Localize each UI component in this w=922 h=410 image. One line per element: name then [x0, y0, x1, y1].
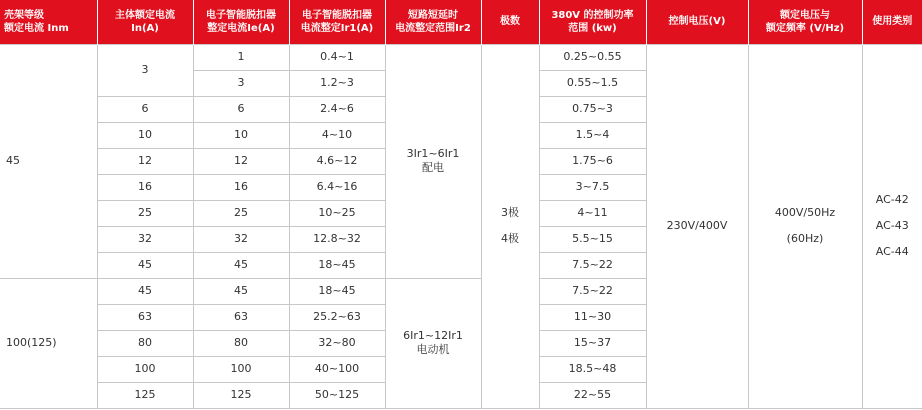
trip-setting-cell: 100	[193, 356, 289, 382]
category-cell: AC-42 AC-43 AC-44	[862, 44, 922, 408]
header-power: 380V 的控制功率 范围 (kw)	[539, 0, 646, 44]
main-current-cell: 25	[97, 200, 193, 226]
power-cell: 3~7.5	[539, 174, 646, 200]
trip-current-cell: 18~45	[289, 252, 385, 278]
trip-current-cell: 25.2~63	[289, 304, 385, 330]
header-short-delay: 短路短延时 电流整定范围Ir2	[385, 0, 481, 44]
trip-current-cell: 10~25	[289, 200, 385, 226]
trip-setting-cell: 63	[193, 304, 289, 330]
main-current-cell: 45	[97, 278, 193, 304]
header-trip-current: 电子智能脱扣器 电流整定Ir1(A)	[289, 0, 385, 44]
main-current-cell: 63	[97, 304, 193, 330]
trip-current-cell: 18~45	[289, 278, 385, 304]
main-current-cell: 10	[97, 122, 193, 148]
header-row	[0, 0, 922, 44]
power-cell: 1.75~6	[539, 148, 646, 174]
header-main-current: 主体额定电流 In(A)	[97, 0, 193, 44]
power-cell: 18.5~48	[539, 356, 646, 382]
main-current-cell: 6	[97, 96, 193, 122]
power-cell: 0.55~1.5	[539, 70, 646, 96]
trip-setting-cell: 32	[193, 226, 289, 252]
header-rated-voltage: 额定电压与 额定频率 (V/Hz)	[748, 0, 862, 44]
main-current-cell: 3	[97, 44, 193, 96]
poles-cell: 3极 4极	[481, 44, 539, 408]
trip-setting-cell: 45	[193, 278, 289, 304]
trip-setting-cell: 25	[193, 200, 289, 226]
main-current-cell: 125	[97, 382, 193, 408]
trip-current-cell: 1.2~3	[289, 70, 385, 96]
header-poles: 极数	[481, 0, 539, 44]
trip-setting-cell: 16	[193, 174, 289, 200]
header-control-voltage: 控制电压(V)	[646, 0, 748, 44]
frame-cell: 45	[0, 44, 97, 278]
trip-current-cell: 4~10	[289, 122, 385, 148]
main-current-cell: 45	[97, 252, 193, 278]
trip-current-cell: 12.8~32	[289, 226, 385, 252]
trip-current-cell: 0.4~1	[289, 44, 385, 70]
trip-setting-cell: 80	[193, 330, 289, 356]
trip-current-cell: 40~100	[289, 356, 385, 382]
trip-setting-cell: 12	[193, 148, 289, 174]
trip-setting-cell: 6	[193, 96, 289, 122]
trip-setting-cell: 45	[193, 252, 289, 278]
power-cell: 4~11	[539, 200, 646, 226]
power-cell: 0.75~3	[539, 96, 646, 122]
trip-setting-cell: 3	[193, 70, 289, 96]
control-voltage-cell: 230V/400V	[646, 44, 748, 408]
trip-setting-cell: 125	[193, 382, 289, 408]
frame-cell: 100(125)	[0, 278, 97, 408]
rated-voltage-cell: 400V/50Hz (60Hz)	[748, 44, 862, 408]
header-category: 使用类别	[862, 0, 922, 44]
table-row	[0, 44, 922, 70]
power-cell: 5.5~15	[539, 226, 646, 252]
trip-setting-cell: 10	[193, 122, 289, 148]
header-trip-setting: 电子智能脱扣器 整定电流Ie(A)	[193, 0, 289, 44]
trip-current-cell: 4.6~12	[289, 148, 385, 174]
power-cell: 7.5~22	[539, 278, 646, 304]
trip-current-cell: 32~80	[289, 330, 385, 356]
trip-current-cell: 6.4~16	[289, 174, 385, 200]
power-cell: 11~30	[539, 304, 646, 330]
main-current-cell: 80	[97, 330, 193, 356]
main-current-cell: 12	[97, 148, 193, 174]
main-current-cell: 100	[97, 356, 193, 382]
power-cell: 7.5~22	[539, 252, 646, 278]
trip-current-cell: 50~125	[289, 382, 385, 408]
trip-setting-cell: 1	[193, 44, 289, 70]
short-delay-cell: 6Ir1~12Ir1 电动机	[385, 278, 481, 408]
short-delay-cell: 3Ir1~6Ir1 配电	[385, 44, 481, 278]
power-cell: 0.25~0.55	[539, 44, 646, 70]
power-cell: 1.5~4	[539, 122, 646, 148]
main-current-cell: 32	[97, 226, 193, 252]
power-cell: 15~37	[539, 330, 646, 356]
main-current-cell: 16	[97, 174, 193, 200]
header-frame: 壳架等级 额定电流 Inm	[0, 0, 97, 44]
trip-current-cell: 2.4~6	[289, 96, 385, 122]
power-cell: 22~55	[539, 382, 646, 408]
